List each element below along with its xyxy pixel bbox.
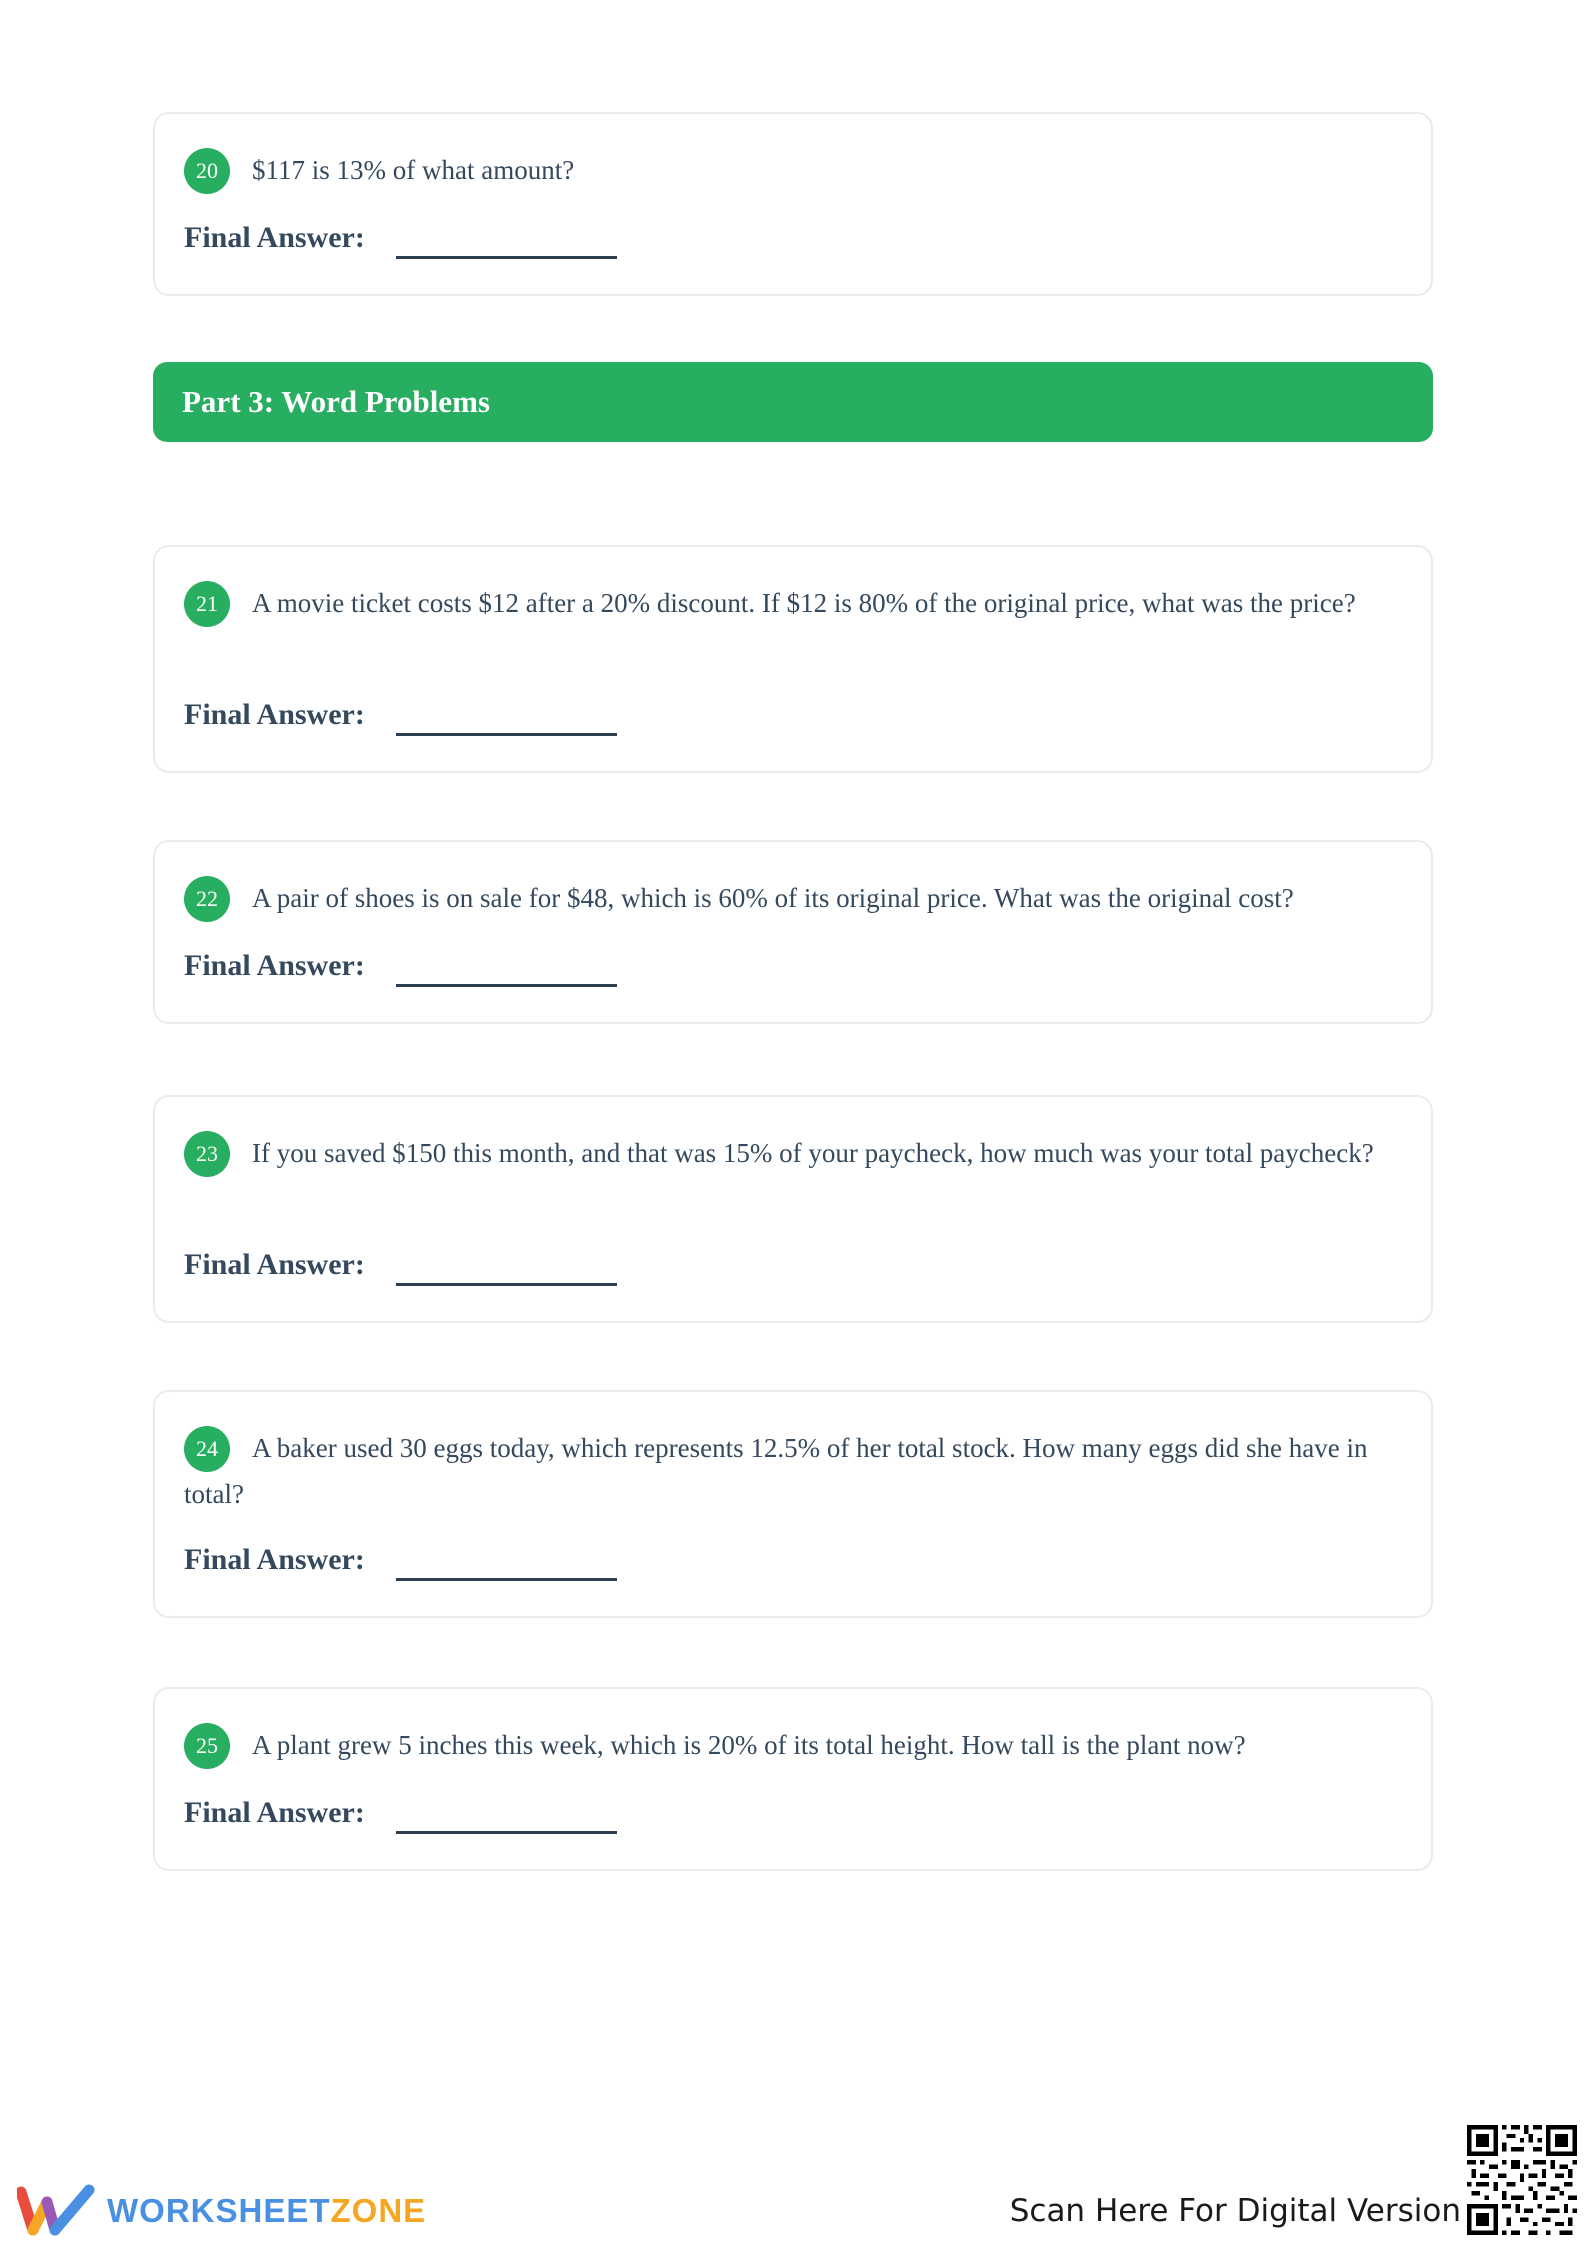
answer-blank[interactable] — [396, 984, 617, 987]
section-title: Part 3: Word Problems — [182, 384, 490, 419]
question-number-badge: 23 — [184, 1131, 230, 1177]
final-answer-label: Final Answer: — [184, 949, 365, 982]
question-text-line — [184, 581, 1381, 627]
answer-blank[interactable] — [396, 256, 617, 259]
question-card-20 — [153, 112, 1433, 296]
question-card-23 — [153, 1095, 1433, 1323]
final-answer-label: Final Answer: — [184, 1543, 365, 1576]
question-text: A movie ticket costs $12 after a 20% discount. If $12 is 80% of the original price, what was the price? — [252, 588, 1356, 618]
answer-blank[interactable] — [396, 733, 617, 736]
question-card-25 — [153, 1687, 1433, 1871]
question-text: If you saved $150 this month, and that was 15% of your paycheck, how much was your total paycheck? — [252, 1138, 1374, 1168]
question-card-24 — [153, 1390, 1433, 1618]
question-number-badge: 24 — [184, 1426, 230, 1472]
worksheetzone-w-logo-icon — [17, 2180, 97, 2240]
final-answer-label: Final Answer: — [184, 1248, 365, 1281]
brand-name-part2: ZONE — [330, 2192, 427, 2229]
question-number-badge: 20 — [184, 148, 230, 194]
final-answer-label: Final Answer: — [184, 1796, 365, 1829]
question-card-21 — [153, 545, 1433, 773]
question-text: $117 is 13% of what amount? — [252, 155, 575, 185]
question-number-badge: 22 — [184, 876, 230, 922]
qr-code-icon[interactable] — [1467, 2125, 1577, 2235]
question-card-22 — [153, 840, 1433, 1024]
question-text-line — [184, 876, 1411, 922]
section-banner — [153, 362, 1433, 442]
brand-name — [107, 2192, 426, 2230]
question-number-badge: 25 — [184, 1723, 230, 1769]
question-text: A baker used 30 eggs today, which represents 12.5% of her total stock. How many eggs did she have in total? — [184, 1433, 1368, 1509]
question-text-line — [184, 1426, 1381, 1516]
question-text: A plant grew 5 inches this week, which is 20% of its total height. How tall is the plant now? — [252, 1730, 1246, 1760]
question-text-line — [184, 148, 1381, 194]
question-text-line — [184, 1723, 1381, 1769]
scan-caption: Scan Here For Digital Version — [1009, 2193, 1461, 2229]
question-text-line — [184, 1131, 1381, 1177]
question-text: A pair of shoes is on sale for $48, which is 60% of its original price. What was the original cost? — [252, 883, 1294, 913]
final-answer-label: Final Answer: — [184, 698, 365, 731]
answer-blank[interactable] — [396, 1283, 617, 1286]
brand-name-part1: WORKSHEET — [107, 2192, 331, 2229]
final-answer-label: Final Answer: — [184, 221, 365, 254]
answer-blank[interactable] — [396, 1831, 617, 1834]
answer-blank[interactable] — [396, 1578, 617, 1581]
question-number-badge: 21 — [184, 581, 230, 627]
